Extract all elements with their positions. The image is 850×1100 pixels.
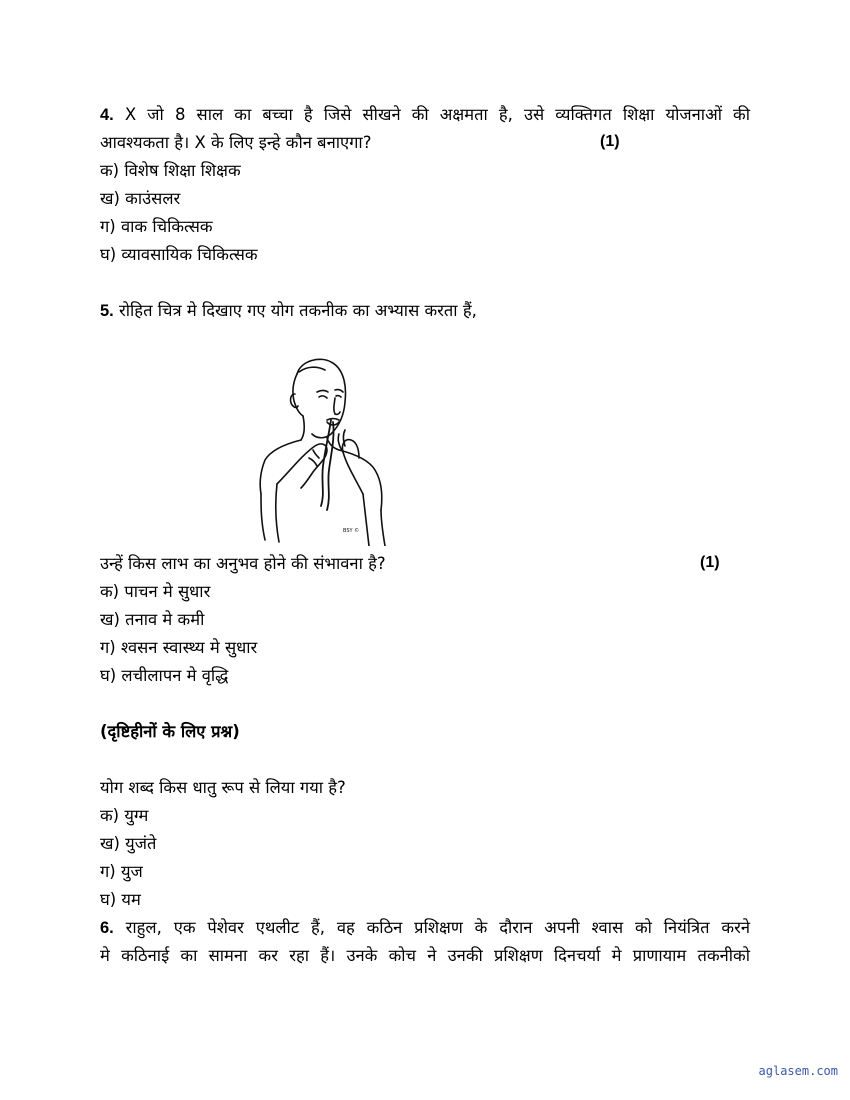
watermark: aglasem.com [758,1064,838,1078]
q6-text-1: राहुल, एक पेशेवर एथलीट हैं, वह कठिन प्रशिक्षण के दौरान अपनी श्वास को नियंत्रित करने [125,918,750,937]
q5-question: उन्हें किस लाभ का अनुभव होने की संभावना है? [100,554,386,573]
visually-impaired-heading: (दृष्टिहीनों के लिए प्रश्न) [100,722,240,741]
q4-line-1 [100,105,750,125]
q5-number: 5. [100,302,114,320]
q6-line-2: मे कठिनाई का सामना कर रहा हैं। उनके कोच ने उनकी प्रशिक्षण दिनचर्या मे प्राणायाम तकनीको [100,946,750,965]
q4-option-d: घ) व्यावसायिक चिकित्सक [100,245,258,264]
vi-option-a: क) युग्म [100,806,149,825]
q4-option-a: क) विशेष शिक्षा शिक्षक [100,161,241,180]
q5-option-c: ग) श्वसन स्वास्थ्य मे सुधार [100,638,258,657]
q6-number: 6. [100,919,114,937]
vi-option-c: ग) युज [100,862,143,881]
q4-text-1: X जो 8 साल का बच्चा है जिसे सीखने की अक्षमता है, उसे व्यक्तिगत शिक्षा योजनाओं की [124,105,751,124]
yoga-neti-illustration [255,354,405,546]
q5-option-b: ख) तनाव मे कमी [100,610,205,629]
q6-line-1 [100,918,750,938]
q5-marks: (1) [700,554,720,571]
q4-line-2: आवश्यकता है। X के लिए इन्हे कौन बनाएगा? [100,133,372,152]
q4-marks: (1) [600,133,620,150]
q4-number: 4. [100,106,114,124]
q5-line-1 [100,301,750,321]
q5-text-1: रोहित चित्र मे दिखाए गए योग तकनीक का अभ्यास करता हैं, [119,301,477,320]
q4-option-b: ख) काउंसलर [100,189,181,208]
vi-option-d: घ) यम [100,890,141,909]
vi-question: योग शब्द किस धातु रूप से लिया गया है? [100,778,346,797]
q5-option-d: घ) लचीलापन मे वृद्धि [100,666,229,685]
q4-option-c: ग) वाक चिकित्सक [100,217,213,236]
vi-option-b: ख) युजंते [100,834,157,853]
figure-label: BSY © [343,528,360,534]
q5-option-a: क) पाचन मे सुधार [100,582,211,601]
